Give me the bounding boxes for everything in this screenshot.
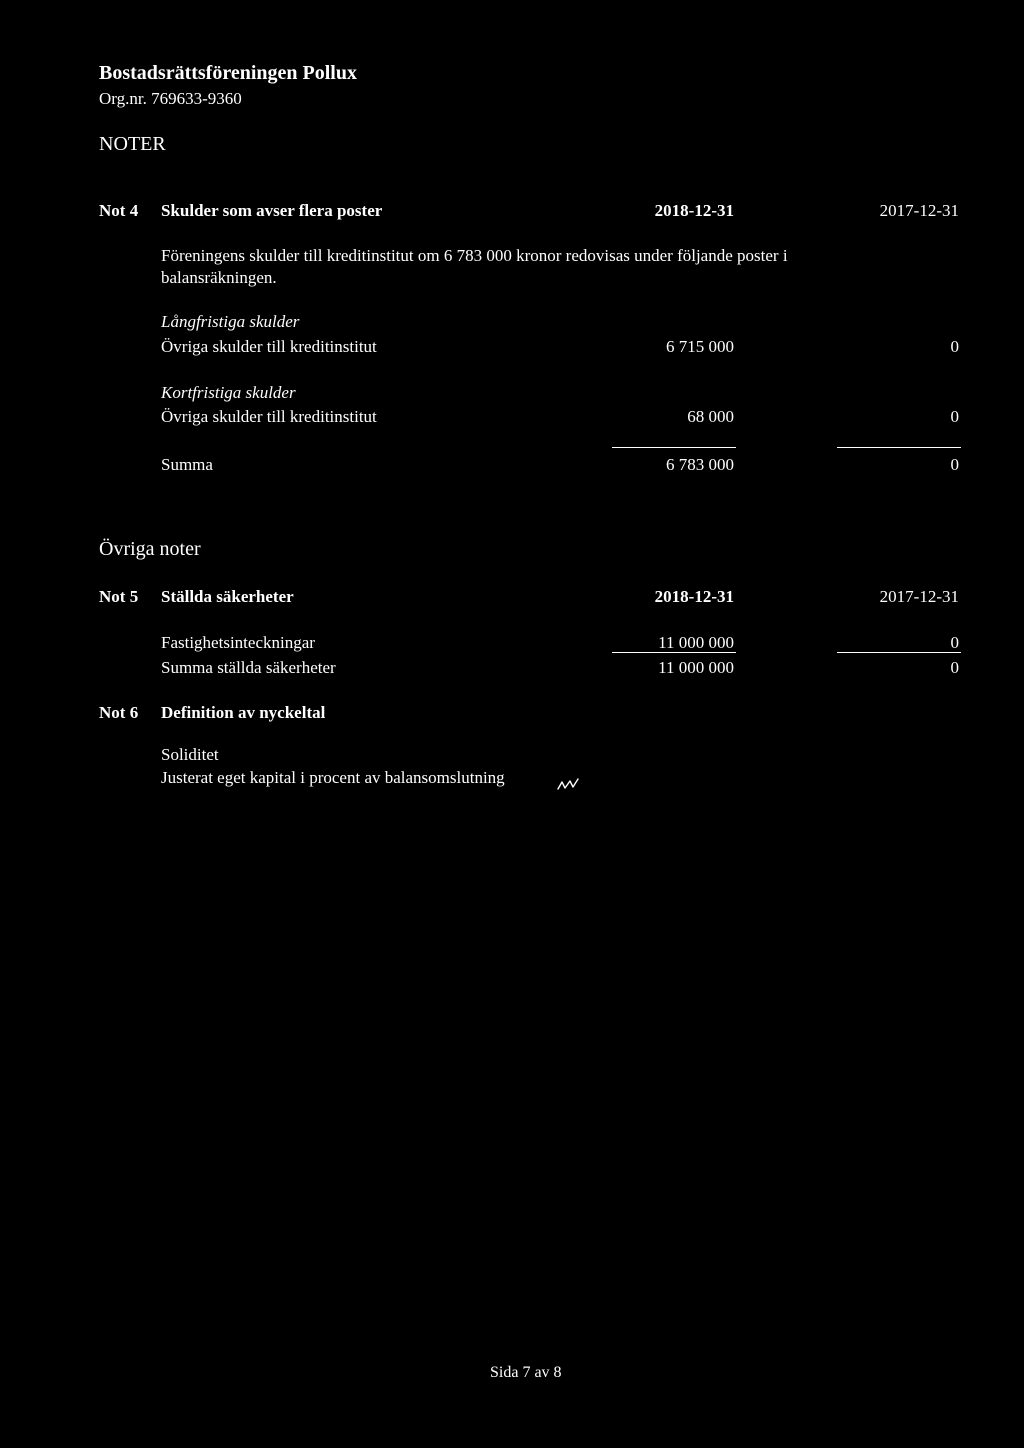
column-header-current: 2018-12-31 [654,201,734,220]
sum-row-label: Summa [161,455,213,474]
column-header-current: 2018-12-31 [654,587,734,606]
mortgage-row-label: Fastighetsinteckningar [161,633,315,652]
key-ratio-term: Soliditet [161,745,219,764]
note-title: Skulder som avser flera poster [161,201,383,220]
column-header-previous: 2017-12-31 [879,587,959,606]
pledged-sum-row-label: Summa ställda säkerheter [161,658,336,677]
short-term-heading: Kortfristiga skulder [161,383,296,402]
pledged-sum-row-current: 11 000 000 [658,658,734,677]
note-label: Not 4 [99,201,139,220]
short-term-row-label: Övriga skulder till kreditinstitut [161,407,377,426]
initials-signature-icon [556,776,582,792]
mortgage-row-current: 11 000 000 [658,633,734,652]
note-label: Not 5 [99,587,139,606]
long-term-row-label: Övriga skulder till kreditinstitut [161,337,377,356]
pledged-sum-row-previous: 0 [950,658,959,677]
other-notes-title: Övriga noter [99,538,201,560]
sum-row-current: 6 783 000 [666,455,734,474]
page-number: Sida 7 av 8 [490,1364,562,1381]
short-term-row-previous: 0 [950,407,959,426]
sum-row-previous: 0 [950,455,959,474]
note-intro-line-2: balansräkningen. [161,268,277,287]
long-term-row-previous: 0 [950,337,959,356]
sum-rule-current [612,652,736,653]
long-term-heading: Långfristiga skulder [161,312,300,331]
note-label: Not 6 [99,703,139,722]
section-title: NOTER [99,133,166,155]
sum-rule-previous [837,447,961,448]
organization-number: Org.nr. 769633-9360 [99,89,242,108]
sum-rule-previous [837,652,961,653]
organization-name: Bostadsrättsföreningen Pollux [99,62,357,84]
long-term-row-current: 6 715 000 [666,337,734,356]
note-intro-line-1: Föreningens skulder till kreditinstitut om 6 783 000 kronor redovisas under följande poster i [161,246,788,265]
sum-rule-current [612,447,736,448]
mortgage-row-previous: 0 [950,633,959,652]
short-term-row-current: 68 000 [687,407,734,426]
note-title: Definition av nyckeltal [161,703,326,722]
key-ratio-definition: Justerat eget kapital i procent av balansomslutning [161,768,505,787]
note-title: Ställda säkerheter [161,587,294,606]
column-header-previous: 2017-12-31 [879,201,959,220]
